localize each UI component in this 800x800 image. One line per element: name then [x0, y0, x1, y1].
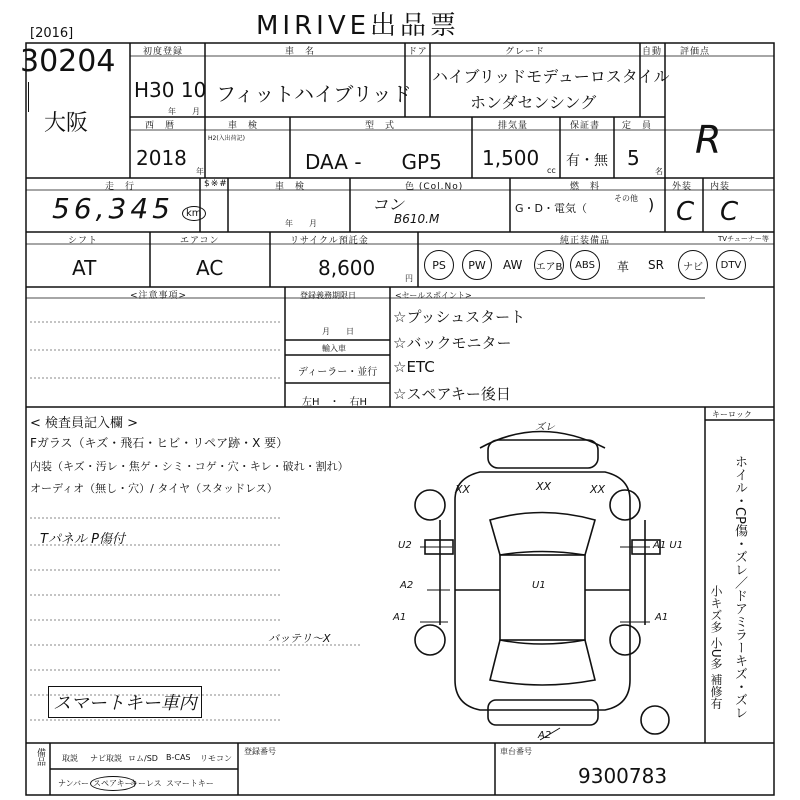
capacity-label: 定 員 [622, 121, 653, 131]
sales-point-3: ☆ETC [393, 358, 435, 376]
equip-pw: PW [462, 250, 492, 280]
inspector-title: < 検査員記入欄 > [30, 416, 139, 431]
warranty-value: 有・無 [566, 153, 608, 169]
item-number: ナンバー [58, 779, 90, 788]
fuel-value: G・D・電気（ [515, 202, 587, 215]
ac-value: AC [196, 256, 224, 280]
form-title: MIRIVE出品票 [256, 11, 461, 41]
row3-shaken-sub: 年 月 [285, 219, 317, 228]
warranty-label: 保証書 [570, 121, 601, 131]
inspector-interior: 内装（キズ・汚レ・焦ゲ・シミ・コゲ・穴・キレ・破れ・割れ） [30, 460, 349, 473]
item-rom-sd: ロム/SD [128, 754, 158, 763]
sales-label: <セールスポイント> [395, 291, 472, 300]
chassis-number: 9300783 [578, 764, 668, 788]
inspector-note-3: スマートキー車内 [48, 686, 202, 718]
cc-value: 1,500 [482, 146, 540, 170]
mark-fr: XX [590, 483, 606, 496]
odo-label: $※# [204, 179, 228, 189]
auto-label: 自動 [642, 47, 663, 57]
recycle-label: リサイクル預託金 [290, 236, 369, 246]
grade-line2: ホンダセンシング [470, 93, 597, 112]
fuel-other: その他 [614, 194, 638, 203]
item-keyless: キーレス [130, 779, 162, 788]
recycle-unit: 円 [405, 274, 413, 283]
capacity-unit: 名 [655, 167, 663, 176]
door-label: ドア [408, 47, 428, 57]
reg-no-label: 登録番号 [244, 747, 276, 756]
equip-airbag: エアB [534, 250, 564, 280]
first-reg-label: 初度登録 [143, 47, 184, 57]
year-box: [2016] [30, 26, 74, 41]
inspector-audio: オーディオ（無し・穴）/ タイヤ（スタッドレス） [30, 482, 278, 495]
equip-navi: ナビ [678, 250, 708, 280]
items-label: 備品 [35, 748, 45, 766]
chassis-label: 車台番号 [500, 747, 532, 756]
row3-shaken-label: 車 検 [275, 182, 306, 192]
equip-label: 純正装備品 [560, 236, 611, 246]
item-manual: 取説 [62, 754, 78, 763]
mark-left-rear: A1 [393, 612, 407, 623]
color-value: コン [372, 195, 405, 214]
regdate-sub: 月 日 [322, 327, 354, 336]
mileage-unit: km [182, 206, 206, 221]
shaken-sub: H2(入出荷記) [208, 135, 246, 142]
mark-fl: XX [455, 483, 471, 496]
shift-label: シフト [68, 236, 99, 246]
item-bcas: B-CAS [166, 753, 191, 762]
mark-front: ズレ [535, 422, 555, 433]
equip-sr: SR [648, 258, 664, 272]
keylock-label: キーロック [712, 410, 752, 419]
mark-right-rear: A1 [655, 612, 669, 623]
score-label: 評価点 [680, 47, 711, 57]
cc-unit: cc [547, 166, 556, 175]
year-unit: 年 [196, 167, 204, 176]
regdate-label: 登録義務期限日 [300, 291, 356, 300]
model-label: 型 式 [365, 121, 396, 131]
item-smart-key: スマートキー [166, 779, 214, 788]
color-label: 色 (Col.No) [405, 182, 464, 192]
car-name-value: フィットハイブリッド [216, 82, 412, 106]
sales-point-1: ☆プッシュスタート [393, 308, 526, 326]
inspector-note-1: Tパネル P傷付 [40, 532, 125, 547]
year-label: 西 暦 [145, 121, 176, 131]
import-label: 輸入車 [322, 344, 346, 353]
lot-divider [28, 82, 29, 112]
ext-value: C [676, 197, 695, 227]
item-spare-key: スペアキー [90, 776, 136, 791]
color-code: B610.M [394, 212, 440, 226]
model-value: DAA - GP5 [305, 150, 442, 174]
equip-leather: 革 [617, 260, 630, 274]
capacity-value: 5 [627, 146, 640, 170]
warning-label: <注意事項> [130, 291, 188, 301]
ac-label: エアコン [180, 236, 220, 246]
item-remote: リモコン [200, 754, 232, 763]
tuner-label: TVチューナー等 [718, 235, 769, 243]
grade-line1: ハイブリッドモデューロスタイル [432, 67, 670, 86]
mileage-value: 56,345 [52, 192, 174, 225]
first-reg-value: H30 10 [134, 78, 207, 102]
cc-label: 排気量 [498, 121, 529, 131]
inspector-side-note-2: 小キズ多 小U多 補修有 [709, 585, 723, 710]
equip-ps: PS [424, 250, 454, 280]
equip-dtv: DTV [716, 250, 746, 280]
mark-rear-bumper: A2 [538, 730, 552, 741]
year-value: 2018 [136, 146, 187, 170]
mark-right-mirror: A1 U1 [653, 540, 684, 551]
equip-aw: AW [503, 258, 523, 272]
shift-value: AT [72, 256, 97, 280]
inspector-note-2: バッテリ～X [268, 632, 331, 645]
inspector-side-note: ホイル・CP傷・ズレ／ドアミラーキズ・ズレ [732, 455, 747, 719]
sales-point-2: ☆バックモニター [393, 334, 512, 352]
lot-number: 30204 [20, 44, 116, 79]
mileage-label: 走 行 [105, 182, 136, 192]
handle-option: 左H ・ 右H [302, 397, 368, 408]
int-value: C [720, 197, 739, 227]
recycle-value: 8,600 [318, 256, 376, 280]
item-navi-manual: ナビ取説 [90, 754, 122, 763]
shaken-label: 車 検 [228, 121, 259, 131]
first-reg-sub: 年 月 [168, 107, 200, 116]
mark-left-door: A2 [400, 580, 414, 591]
dealer-option: ディーラー・並行 [298, 367, 378, 378]
mark-left-mirror: U2 [398, 540, 412, 551]
inspector-glass: Fガラス（キズ・飛石・ヒビ・リペア跡・X 要） [30, 436, 289, 450]
fuel-close: ) [648, 195, 655, 214]
sales-point-4: ☆スペアキー後日 [393, 385, 511, 403]
equip-abs: ABS [570, 250, 600, 280]
venue: 大阪 [44, 111, 89, 136]
car-name-label: 車 名 [285, 47, 316, 57]
int-label: 内装 [710, 182, 731, 192]
mark-hood: XX [536, 480, 552, 493]
ext-label: 外装 [672, 182, 693, 192]
score-value: R [695, 118, 722, 162]
fuel-label: 燃 料 [570, 182, 601, 192]
grade-label: グレード [505, 47, 546, 57]
mark-roof: U1 [532, 580, 546, 591]
